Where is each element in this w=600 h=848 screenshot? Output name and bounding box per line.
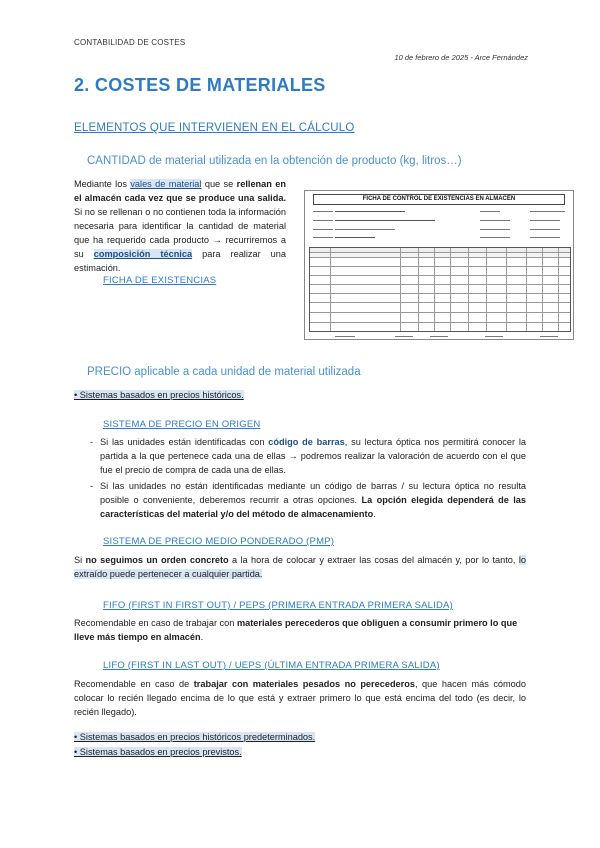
origin-price-heading: SISTEMA DE PRECIO EN ORIGEN: [103, 419, 261, 430]
form-title: FICHA DE CONTROL DE EXISTENCIAS EN ALMACÉN: [313, 194, 565, 205]
forecast-systems-label: • Sistemas basados en precios previstos.: [74, 747, 242, 757]
quantity-paragraph: Mediante los vales de material que se rellenan en el almacén cada vez que se produce una salida. Si no se rellenan o no contienen toda la información necesaria para identificar la cantidad de material que ha requerido cada producto → recurriremos a su composición técnica para realizar una estimación.: [74, 179, 286, 273]
pmp-heading: SISTEMA DE PRECIO MEDIO PONDERADO (PMP): [103, 536, 335, 547]
lifo-paragraph: Recomendable en caso de trabajar con materiales pesados no perecederos, que hacen más cómodo colocar lo recién llegado encima de lo que está y extraer primero lo que está encima del todo (es decir, lo recién llegado).: [74, 679, 527, 717]
document-header-date-author: 10 de febrero de 2025 - Arce Fernández: [394, 53, 528, 62]
origin-bullets: [74, 435, 526, 523]
section-heading-elements: ELEMENTOS QUE INTERVIENEN EN EL CÁLCULO: [74, 122, 355, 134]
fifo-heading: FIFO (FIRST IN FIRST OUT) / PEPS (PRIMERA ENTRADA PRIMERA SALIDA): [103, 600, 453, 611]
lifo-heading: LIFO (FIRST IN LAST OUT) / UEPS (ÚLTIMA ENTRADA PRIMERA SALIDA): [103, 660, 440, 671]
page-title: 2. COSTES DE MATERIALES: [74, 75, 326, 95]
price-heading: PRECIO aplicable a cada unidad de material utilizada: [87, 366, 361, 378]
form-table: [309, 247, 571, 332]
origin-bullet-barcode: - Si las unidades están identificadas con código de barras, su lectura óptica nos permitirá conocer la partida a la que pertenece cada una de ellas → podremos realizar la valoración de acuerdo con el que fue el precio de compra de cada una de ellas.: [74, 435, 526, 477]
document-header-course: CONTABILIDAD DE COSTES: [74, 38, 186, 47]
historic-systems-label: • Sistemas basados en precios históricos.: [74, 390, 244, 400]
origin-bullet-no-barcode: - Si las unidades no están identificadas mediante un código de barras / su lectura óptica no resulta posible o conveniente, deberemos recurrir a otras opciones. La opción elegida dependerá de las características del material y/o del método de almacenamiento.: [74, 479, 526, 521]
stock-control-form-image: [304, 190, 574, 340]
pmp-paragraph: Si no seguimos un orden concreto a la hora de colocar y extraer las cosas del almacén y, por lo tanto, lo extraído puede pertenecer a cualquier partida.: [74, 555, 526, 579]
quantity-heading: CANTIDAD de material utilizada en la obtención de producto (kg, litros…): [87, 155, 462, 167]
fifo-paragraph: Recomendable en caso de trabajar con materiales perecederos que obliguen a consumir primero lo que lleve más tiempo en almacén.: [74, 618, 518, 642]
ficha-existencias-heading: FICHA DE EXISTENCIAS: [103, 275, 217, 286]
composicion-tecnica-term: composición técnica: [93, 249, 193, 259]
pmp-highlight: lo extraído puede pertenecer a cualquier partida.: [74, 555, 526, 579]
predetermined-systems-label: • Sistemas basados en precios históricos predeterminados.: [74, 732, 316, 742]
vales-de-material-term: vales de material: [130, 179, 202, 189]
